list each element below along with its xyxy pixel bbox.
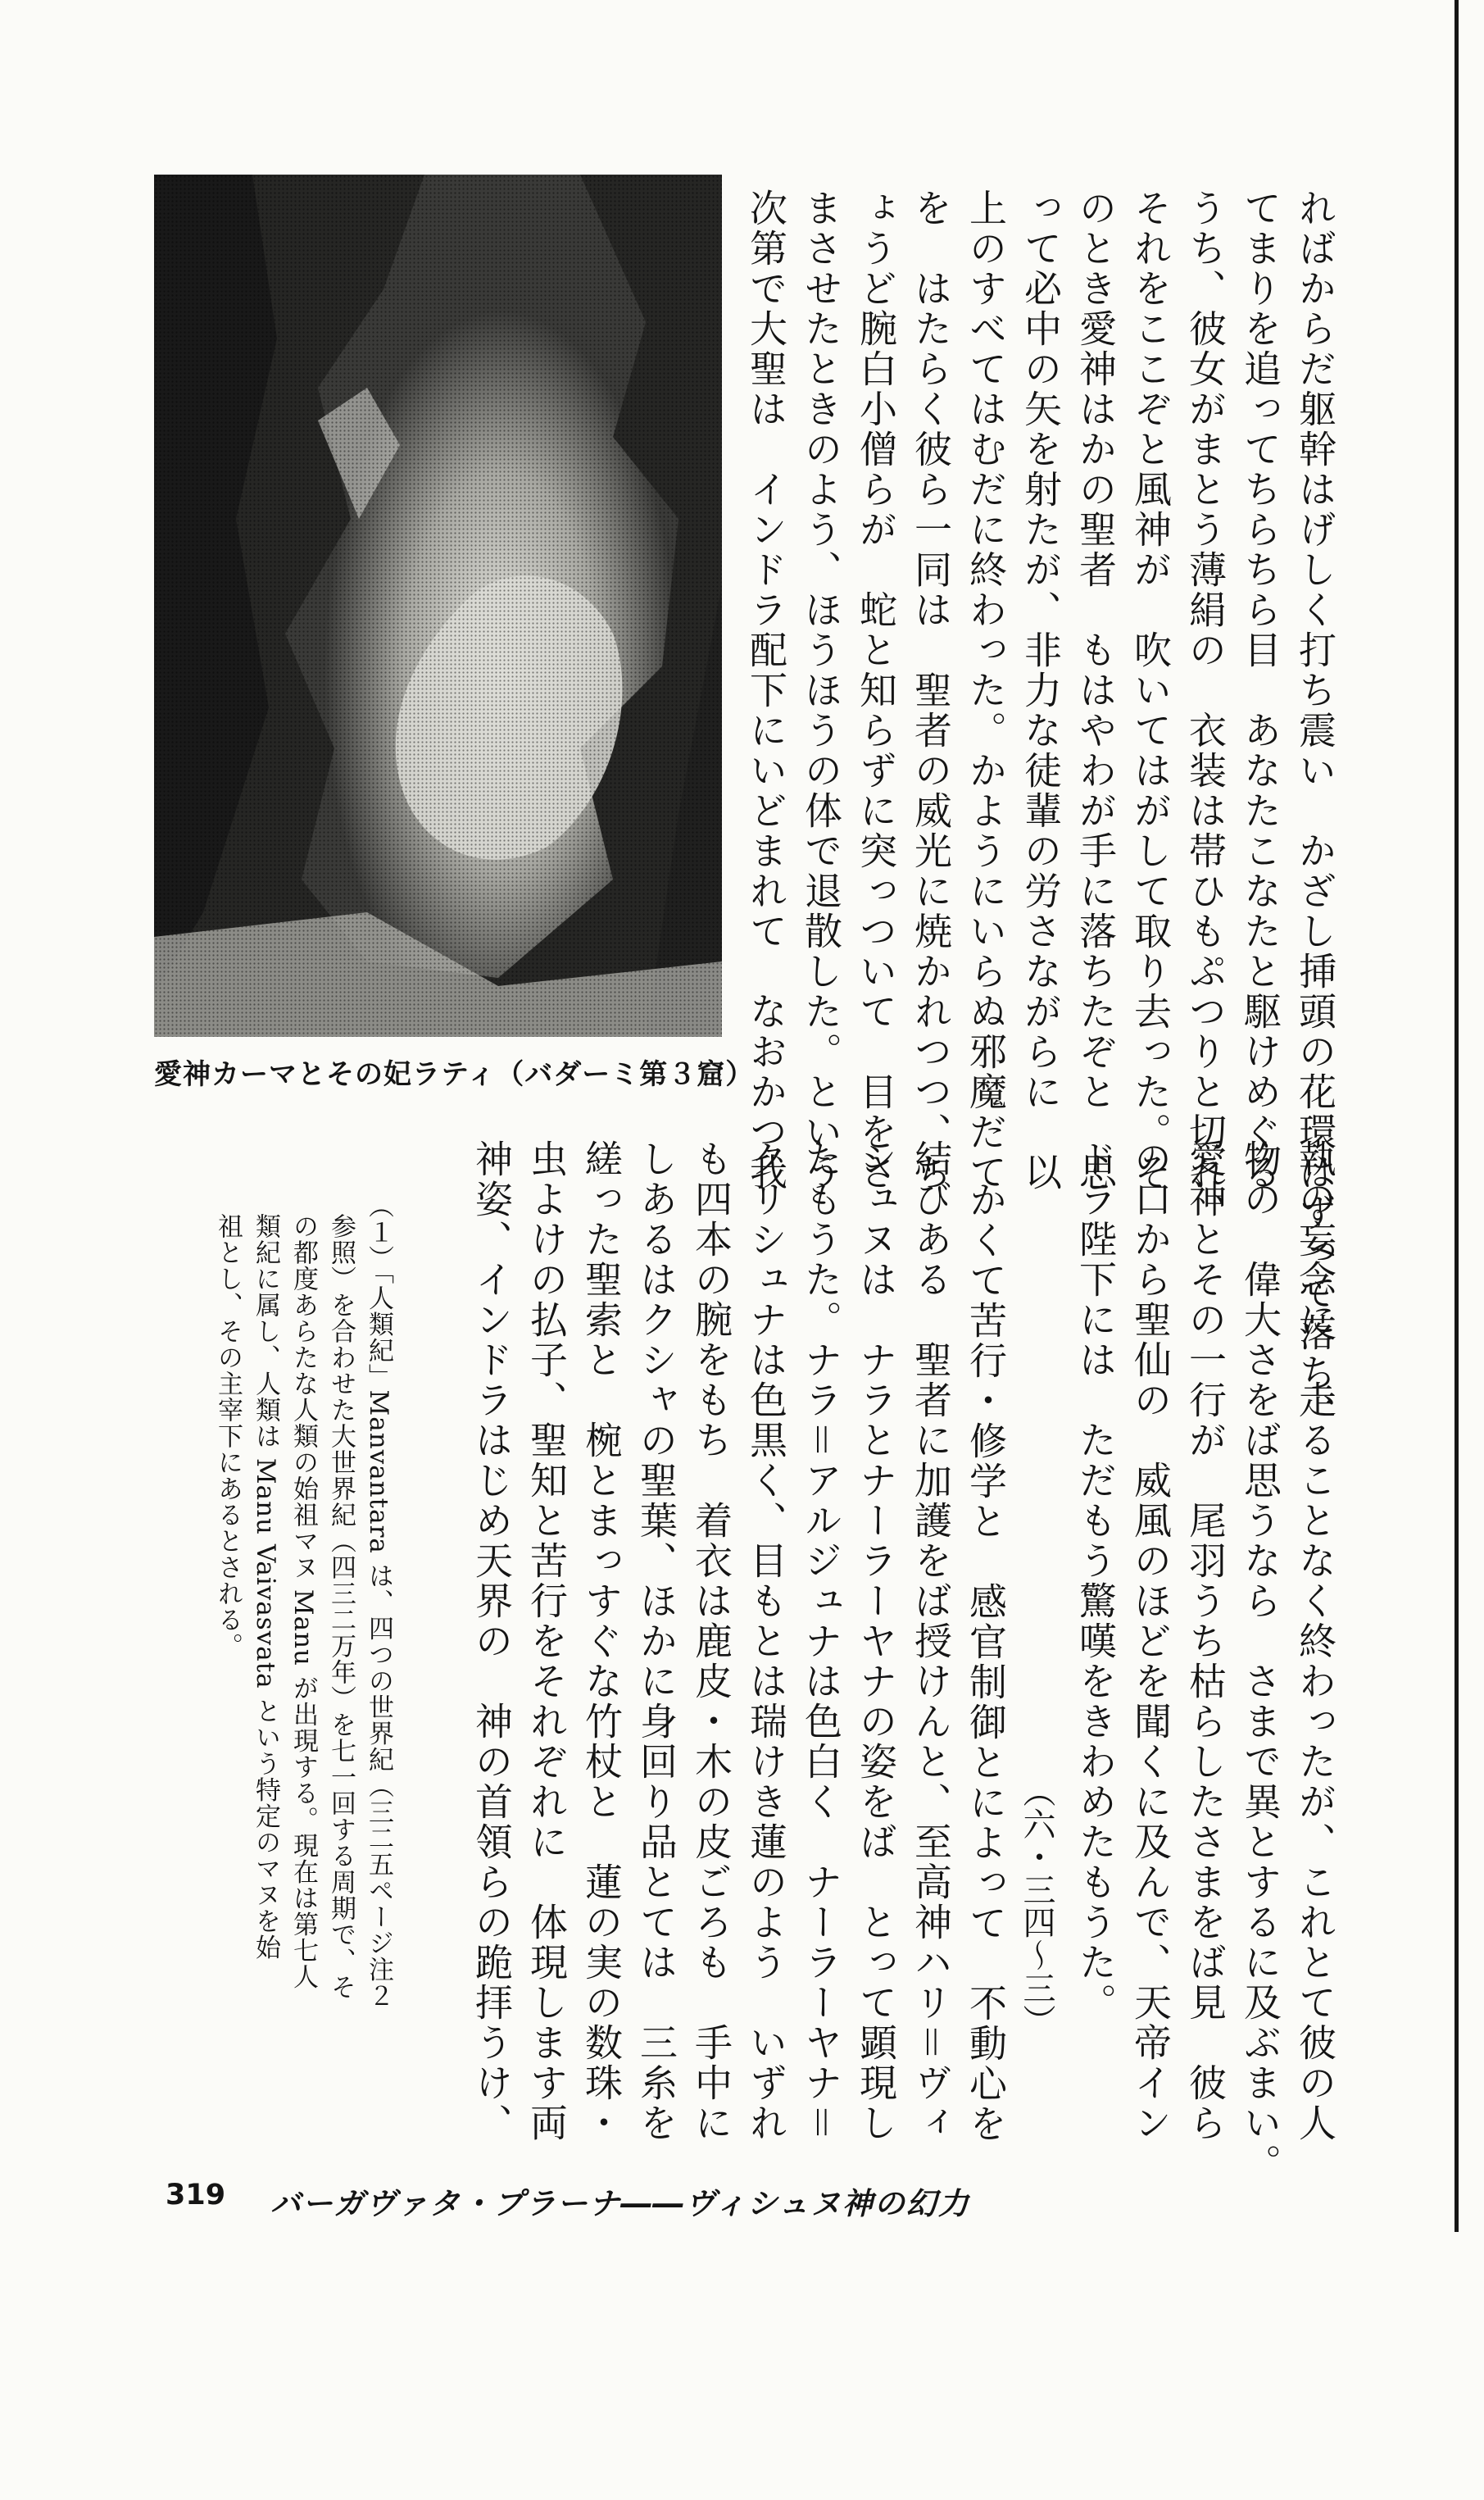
text-column: ドラ陛下には ただもう驚嘆をきわめたもうた。 — [1073, 1139, 1118, 2023]
footnote-column: （１）「人類紀」Manvantara は、四つの世界紀（三二五ページ注２ — [364, 1193, 393, 2009]
footnote-column: 祖とし、その主宰下にあるとされる。 — [213, 1213, 243, 1659]
text-column: 物の 偉大さをば思うなら さまで異とするに及ぶまい。 — [1238, 1139, 1282, 2184]
text-column: 神姿、インドラはじめ天界の 神の首領らの跪拝うけ、 — [470, 1139, 514, 2143]
text-column: それをここぞと風神が 吹いてはがして取り去った。そ — [1128, 189, 1173, 1193]
text-column: ればからだ躯幹はげしく打ち震い かざし挿頭の花環はずって落ち、 — [1293, 189, 1337, 1434]
text-column: も四本の腕をもち 着衣は鹿皮・木の皮ごろも 手中に — [689, 1139, 733, 2143]
photo-caption: 愛神カーマとその妃ラティ（バダーミ第３窟） — [154, 1058, 755, 1091]
text-column: てまりを追ってちらちら目 あなたこなたと駆けめぐる — [1238, 189, 1282, 1193]
photo-relief-icon — [154, 175, 722, 1037]
footnote-column: 参照）を合わせた大世界紀（四三二万年）を七一回する周期で、そ — [326, 1213, 356, 2000]
text-column: 虫よけの払子、聖知と苦行をそれぞれに 体現します両 — [524, 1139, 569, 2143]
text-column: かくて苦行・修学と 感官制御とによって 不動心を — [964, 1180, 1008, 2144]
text-column: を はたらく彼ら一同は 聖者の威光に焼かれつつ、ち — [909, 189, 953, 1193]
page-edge-line — [1455, 0, 1459, 2232]
footnote-column: 類紀に属し、人類は Manu Vaivasvata という特定のマヌを始 — [251, 1213, 280, 1961]
page-number: 319 — [166, 2179, 226, 2211]
text-column: うち、彼女がまとう薄絹の 衣装は帯ひもぷつりと切れ、 — [1183, 189, 1228, 1233]
text-column: 縒った聖索と 椀とまっすぐな竹杖と 蓮の実の数珠・ — [579, 1139, 624, 2143]
verse-reference: （六・三四～三） — [1018, 1775, 1055, 2037]
text-column: 結びある 聖者に加護をば授けんと、至高神ハリ＝ヴィ — [909, 1139, 953, 2143]
text-column: の口から聖仙の 威風のほどを聞くに及んで、天帝イン — [1128, 1139, 1173, 2143]
text-column: 執の妄念に 走ることなく終わったが、これとて彼の人 — [1293, 1139, 1337, 2143]
text-column: ょうど腕白小僧らが 蛇と知らずに突っついて 目をさ — [854, 189, 898, 1193]
text-column: って必中の矢を射たが、非力な徒輩の労さながらに 以 — [1019, 189, 1063, 1193]
text-column: シュヌは ナラとナーラーヤナの姿をば とって顕現し — [854, 1139, 898, 2143]
text-column: 上のすべてはむだに終わった。かようにいらぬ邪魔だて — [964, 189, 1008, 1193]
text-column: 次第で大聖は インドラ配下にいどまれて なおかつ我 — [744, 189, 788, 1193]
text-column: のとき愛神はかの聖者 もはやわが手に落ちたぞと 思 — [1073, 189, 1118, 1193]
text-column: 愛神とその一行が 尾羽うち枯らしたさまをば見 彼ら — [1183, 1139, 1228, 2143]
text-column: クリシュナは色黒く、目もとは瑞けき蓮のよう いずれ — [744, 1139, 788, 2143]
footnote-column: の都度あらたな人類の始祖マヌ Manu が出現する。現在は第七人 — [288, 1213, 318, 1990]
relief-photo — [154, 175, 722, 1037]
text-column: しあるはクシャの聖葉、ほかに身回り品とては 三糸を — [634, 1139, 678, 2143]
text-column: まさせたときのよう、ほうほうの体で退散した。という — [799, 189, 843, 1193]
text-column: たもうた。ナラ＝アルジュナは色白く ナーラーヤナ＝ — [799, 1139, 843, 2143]
running-title: バーガヴァタ・プラーナ――ヴィシュヌ神の幻力 — [270, 2186, 970, 2221]
